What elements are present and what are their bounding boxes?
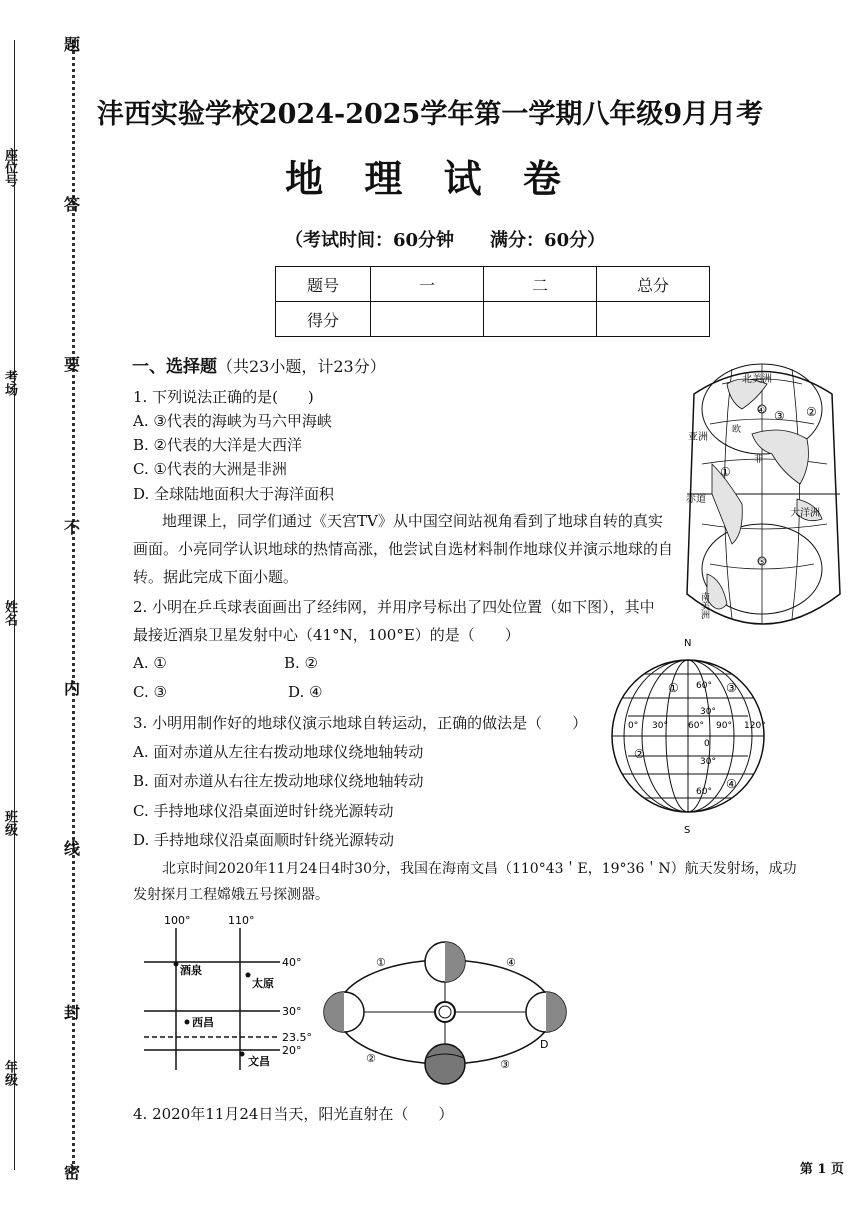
q1-stem: 1. 下列说法正确的是( ) bbox=[133, 388, 314, 406]
globe-lat-label: 60° bbox=[696, 787, 712, 797]
place-wenchang: 文昌 bbox=[248, 1055, 270, 1068]
section-heading: 一、选择题 bbox=[132, 357, 217, 377]
q3-option-c: C. 手持地球仪沿桌面逆时针绕光源转动 bbox=[133, 802, 394, 820]
orbit-marker-1: ① bbox=[376, 956, 386, 969]
globe-lat-label: 30° bbox=[700, 757, 716, 767]
section-note: （共23小题，计23分） bbox=[217, 357, 386, 376]
q2-stem-line: 2. 小明在乒乓球表面画出了经纬网，并用序号标出了四处位置（如下图），其中 bbox=[133, 598, 655, 616]
globe-lon-label: 0° bbox=[628, 721, 639, 731]
binding-char: 答 bbox=[64, 195, 81, 214]
section-title bbox=[132, 352, 386, 377]
score-label-cell: 得分 bbox=[276, 302, 371, 337]
score-header-cell: 二 bbox=[484, 267, 597, 302]
globe-marker-3: ③ bbox=[726, 681, 737, 695]
map-marker-2: ② bbox=[806, 405, 817, 419]
q1-option-a: A. ③代表的海峡为马六甲海峡 bbox=[133, 412, 332, 430]
globe-lon-label: 90° bbox=[716, 721, 732, 731]
score-table bbox=[275, 266, 710, 337]
globe-lat-label: 30° bbox=[700, 707, 716, 717]
map-label-equator: 赤道 bbox=[686, 494, 706, 505]
map-label-oceania: 大洋洲 bbox=[790, 508, 820, 519]
score-header-cell: 题号 bbox=[276, 267, 371, 302]
earth-night-side bbox=[445, 942, 465, 982]
q1-option-c: C. ①代表的大洲是非洲 bbox=[133, 460, 287, 478]
score-header-cell: 总分 bbox=[597, 267, 710, 302]
globe-marker-4: ④ bbox=[726, 777, 737, 791]
passage1-line: 转。据此完成下面小题。 bbox=[133, 568, 299, 586]
globe-lon-label: 60° bbox=[688, 721, 704, 731]
map-label-africa: 非 bbox=[754, 455, 764, 465]
exam-title: 沣西实验学校2024-2025学年第一学期八年级9月月考 bbox=[96, 99, 764, 130]
map-marker-1: ① bbox=[720, 465, 731, 479]
earth-winter-icon bbox=[425, 1044, 465, 1084]
subject-title: 地 理 试 卷 bbox=[285, 156, 575, 201]
sun-core bbox=[439, 1006, 451, 1018]
lat-label-23-5: 23.5° bbox=[282, 1031, 312, 1044]
binding-char: 要 bbox=[64, 355, 81, 374]
earth-night-side bbox=[324, 992, 344, 1032]
map-label-north-america: 北美洲 bbox=[742, 374, 772, 385]
binding-char: 内 bbox=[64, 679, 81, 698]
q2-stem-line: 最接近酒泉卫星发射中心（41°N，100°E）的是（ ） bbox=[133, 626, 520, 644]
place-jiuquan: 酒泉 bbox=[180, 964, 202, 977]
xichang-dot bbox=[185, 1020, 190, 1025]
q2-option-c: C. ③ bbox=[133, 683, 167, 701]
q2-option-d: D. ④ bbox=[288, 683, 323, 701]
q3-option-b: B. 面对赤道从右往左拨动地球仪绕地轴转动 bbox=[133, 772, 424, 790]
wenchang-dot bbox=[240, 1052, 245, 1057]
binding-label-name: 姓名 bbox=[2, 600, 17, 626]
map-label-europe: 欧 bbox=[732, 425, 742, 435]
globe-lat-label: 60° bbox=[696, 681, 712, 691]
place-xichang: 西昌 bbox=[192, 1016, 214, 1029]
orbit-marker-3: ③ bbox=[500, 1058, 510, 1071]
exam-info: （考试时间：60分钟 满分：60分） bbox=[285, 230, 606, 251]
passage2-line: 北京时间2020年11月24日4时30分，我国在海南文昌（110°43＇E，19°36＇N）航天发射场，成功 bbox=[162, 861, 797, 877]
earth-night-side bbox=[546, 992, 566, 1032]
passage1-line: 地理课上，同学们通过《天宫TV》从中国空间站视角看到了地球自转的真实 bbox=[162, 512, 663, 530]
binding-char: 题 bbox=[64, 35, 81, 54]
score-cell bbox=[484, 302, 597, 337]
binding-label-room: 考场 bbox=[2, 370, 17, 396]
lat-label-20: 20° bbox=[282, 1044, 302, 1057]
lat-label-40: 40° bbox=[282, 956, 302, 969]
map-label-south-america: 南美洲 bbox=[699, 592, 709, 619]
lon-label-110: 110° bbox=[228, 914, 255, 927]
q1-option-b: B. ②代表的大洋是大西洋 bbox=[133, 436, 303, 454]
globe-marker-2: ② bbox=[634, 747, 645, 761]
globe-lon-label: 120° bbox=[744, 721, 766, 731]
globe-lat-label: 0 bbox=[704, 739, 710, 749]
map-marker-5: ⑤ bbox=[758, 558, 767, 568]
q3-option-d: D. 手持地球仪沿桌面顺时针绕光源转动 bbox=[133, 831, 395, 849]
globe-north-label: N bbox=[684, 638, 692, 649]
q4-stem: 4. 2020年11月24日当天，阳光直射在（ ） bbox=[133, 1105, 454, 1123]
binding-label-seat: 座位号 bbox=[2, 148, 17, 187]
score-header-cell: 一 bbox=[371, 267, 484, 302]
orbit-point-d: D bbox=[540, 1038, 549, 1051]
jiuquan-dot bbox=[174, 962, 179, 967]
orbit-marker-2: ② bbox=[366, 1052, 376, 1065]
binding-label-class: 班级 bbox=[2, 810, 17, 836]
q3-stem: 3. 小明用制作好的地球仪演示地球自转运动，正确的做法是（ ） bbox=[133, 714, 588, 732]
map-marker-3: ③ bbox=[774, 409, 785, 423]
world-map-figure bbox=[682, 354, 842, 639]
place-taiyuan: 太原 bbox=[252, 977, 274, 990]
map-marker-4: ④ bbox=[757, 406, 766, 416]
binding-char: 封 bbox=[64, 1003, 81, 1022]
binding-char: 密 bbox=[64, 1163, 81, 1182]
orbit-marker-4: ④ bbox=[506, 956, 516, 969]
binding-char: 线 bbox=[64, 839, 81, 858]
binding-char: 不 bbox=[64, 518, 81, 537]
map-label-asia: 亚洲 bbox=[688, 432, 708, 443]
q3-option-a: A. 面对赤道从左往右拨动地球仪绕地轴转动 bbox=[133, 743, 424, 761]
passage1-line: 画面。小亮同学认识地球的热情高涨，他尝试自选材料制作地球仪并演示地球的自 bbox=[133, 540, 674, 558]
page-number: 第 1 页 bbox=[799, 1162, 844, 1177]
taiyuan-dot bbox=[246, 973, 251, 978]
q2-option-b: B. ② bbox=[284, 654, 319, 672]
q1-option-d: D. 全球陆地面积大于海洋面积 bbox=[133, 485, 335, 503]
globe-marker-1: ① bbox=[668, 681, 679, 695]
globe-lon-label: 30° bbox=[652, 721, 668, 731]
lon-label-100: 100° bbox=[164, 914, 191, 927]
score-cell bbox=[597, 302, 710, 337]
score-cell bbox=[371, 302, 484, 337]
location-grid-map bbox=[138, 912, 318, 1074]
globe-south-label: S bbox=[684, 825, 691, 836]
passage2-line: 发射探月工程嫦娥五号探测器。 bbox=[133, 887, 329, 903]
graticule-globe-figure bbox=[600, 636, 775, 836]
q2-option-a: A. ① bbox=[133, 654, 167, 672]
binding-label-grade: 年级 bbox=[2, 1060, 17, 1086]
lat-label-30: 30° bbox=[282, 1005, 302, 1018]
revolution-orbit-figure bbox=[320, 930, 580, 1100]
